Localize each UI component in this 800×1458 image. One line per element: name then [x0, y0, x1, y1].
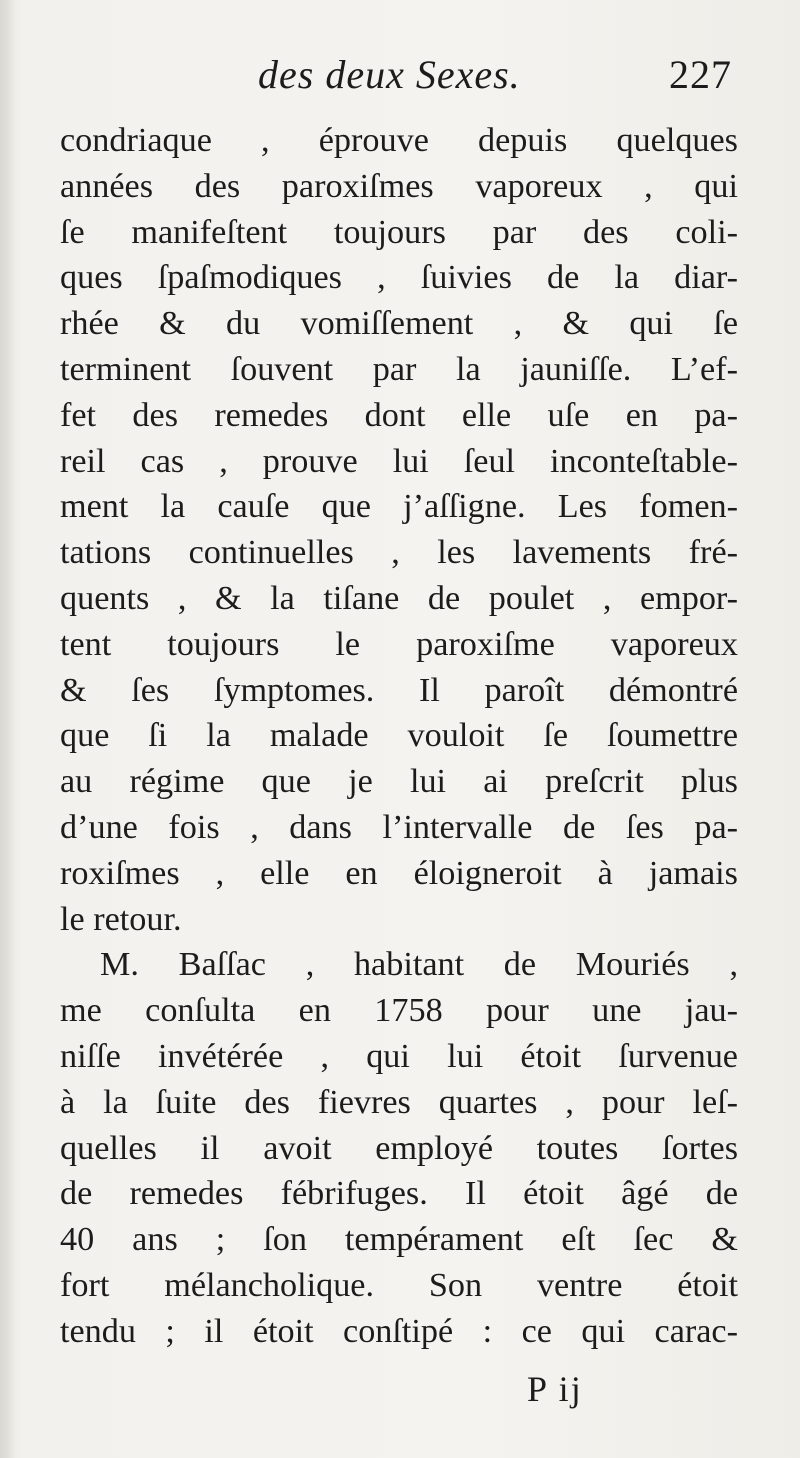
running-title: des deux Sexes. — [258, 52, 521, 97]
text-line: terminent ſouvent par la jauniſſe. L’ef- — [60, 350, 738, 388]
text-line: que ſi la malade vouloit ſe ſoumettre — [60, 717, 738, 755]
paragraph-2 — [60, 942, 738, 1354]
text-line: tations continuelles , les lavements fré- — [60, 534, 738, 572]
body-text — [60, 118, 738, 1355]
text-line: années des paroxiſmes vaporeux , qui — [60, 167, 738, 205]
text-line: le retour. — [60, 900, 182, 938]
text-line: fort mélancholique. Son ventre étoit — [60, 1266, 738, 1304]
text-line: niſſe invétérée , qui lui étoit ſurvenue — [60, 1037, 738, 1075]
text-line: M. Baſſac , habitant de Mouriés , — [100, 946, 738, 984]
text-line: tendu ; il étoit conſtipé : ce qui carac- — [60, 1312, 738, 1350]
text-line: reil cas , prouve lui ſeul inconteſtable- — [60, 442, 738, 480]
page-number: 227 — [669, 52, 732, 97]
paragraph-1 — [60, 118, 738, 942]
text-line: me conſulta en 1758 pour une jau- — [60, 992, 738, 1030]
signature-mark: P ij — [527, 1369, 583, 1409]
text-line: au régime que je lui ai preſcrit plus — [60, 763, 738, 801]
text-line: d’une fois , dans l’intervalle de ſes pa- — [60, 808, 738, 846]
text-line: tent toujours le paroxiſme vaporeux — [60, 625, 738, 663]
text-line: à la ſuite des fievres quartes , pour leſ- — [60, 1083, 738, 1121]
text-line: & ſes ſymptomes. Il paroît démontré — [60, 671, 738, 709]
text-line: ques ſpaſmodiques , ſuivies de la diar- — [60, 259, 738, 297]
text-line: de remedes fébrifuges. Il étoit âgé de — [60, 1175, 738, 1213]
page-header — [60, 42, 740, 108]
text-line: fet des remedes dont elle uſe en pa- — [60, 396, 738, 434]
text-line: ment la cauſe que j’aſſigne. Les fomen- — [60, 488, 738, 526]
page-gutter-shadow — [0, 0, 16, 1458]
text-line: 40 ans ; ſon tempérament eſt ſec & — [60, 1221, 738, 1259]
text-line: condriaque , éprouve depuis quelques — [60, 122, 738, 159]
text-line: ſe manifeſtent toujours par des coli- — [60, 213, 738, 251]
text-line: roxiſmes , elle en éloigneroit à jamais — [60, 854, 738, 892]
text-line: quelles il avoit employé toutes ſortes — [60, 1129, 738, 1167]
text-line: rhée & du vomiſſement , & qui ſe — [60, 305, 738, 343]
text-line: quents , & la tiſane de poulet , empor- — [60, 579, 738, 617]
